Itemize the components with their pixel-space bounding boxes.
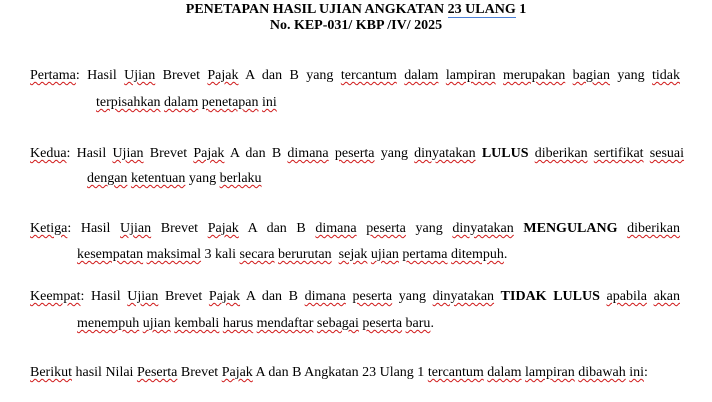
document-number: No. KEP-031/ KBP /IV/ 2025 (269, 18, 443, 33)
word: Pajak (221, 365, 253, 380)
word: Ujian (127, 289, 159, 304)
word: ketentuan (130, 171, 186, 186)
text: yang (374, 146, 415, 161)
word: bagian (572, 68, 610, 83)
title-number (448, 2, 516, 18)
word: diberikan (534, 146, 588, 161)
text: : (644, 365, 648, 380)
word: dinyatakan (432, 289, 495, 304)
text: : Hasil (66, 146, 113, 161)
ketiga-line-2 (77, 246, 507, 263)
pertama-line-2 (96, 94, 277, 111)
text: Brevet (151, 221, 208, 236)
document-title (0, 2, 712, 18)
keempat-line-1 (30, 288, 680, 305)
title-text: PENETAPAN HASIL UJIAN ANGKATAN (185, 2, 448, 17)
text: : Hasil (67, 221, 121, 236)
word: sertifikat (593, 146, 644, 161)
word: dimana (287, 146, 329, 161)
ketiga-line-1 (30, 220, 680, 237)
word: tercantum (427, 365, 484, 380)
kedua-line-2 (87, 170, 262, 187)
word: dengan (87, 171, 128, 186)
text (565, 68, 572, 83)
text (514, 221, 524, 236)
word: baru (405, 316, 431, 331)
kedua-line-1 (30, 145, 684, 162)
word: apabila (606, 289, 647, 304)
word: Ujian (120, 221, 152, 236)
word: diberikan (627, 221, 681, 236)
keempat-line-2 (77, 315, 434, 332)
word: peserta (334, 146, 375, 161)
title-suffix: 1 (515, 2, 527, 17)
ketiga-label: Ketiga (30, 221, 68, 236)
text: yang (185, 171, 220, 186)
word: ditempuh (451, 247, 504, 262)
word: akan (653, 289, 680, 304)
text: : Hasil (80, 289, 128, 304)
word: dimana (304, 289, 346, 304)
word: tercantum (340, 68, 397, 83)
word: berlaku (219, 171, 262, 186)
word: Pajak (207, 221, 239, 236)
word: mendaftar (256, 316, 314, 331)
text: Brevet (177, 365, 222, 380)
word: maksimal (146, 247, 202, 262)
text: A dan B Angkatan 23 Ulang 1 (252, 365, 428, 380)
text: A dan B yang (238, 68, 341, 83)
mengulang-word: MENGULANG (523, 221, 618, 236)
word: lampiran (525, 365, 575, 380)
tidak-lulus-word: TIDAK LULUS (500, 289, 600, 304)
text (332, 247, 339, 262)
word: pertama (402, 247, 448, 262)
title-angkatan-number: 23 (447, 2, 462, 17)
word: lampiran (445, 68, 496, 83)
word: peserta (362, 316, 403, 331)
word: ini (262, 95, 277, 110)
text: hasil Nilai (72, 365, 137, 380)
text: yang (405, 221, 453, 236)
word: ujian (370, 247, 399, 262)
text (647, 289, 654, 304)
text: . (430, 316, 434, 331)
text: : Hasil (75, 68, 125, 83)
word: Pajak (193, 146, 225, 161)
text: Brevet (155, 68, 208, 83)
word: Berikut (30, 365, 72, 380)
word: Ujian (112, 146, 144, 161)
text: A dan B (240, 289, 305, 304)
pertama-line-1 (30, 67, 680, 84)
word: terpisahkan (96, 95, 161, 110)
text: yang (609, 68, 652, 83)
text: . (503, 247, 508, 262)
word: dinyatakan (452, 221, 514, 236)
word: dalam (487, 365, 522, 380)
word: Peserta (136, 365, 178, 380)
word: peserta (366, 221, 406, 236)
keempat-label: Keempat (30, 289, 81, 304)
title-ulang: ULANG (465, 2, 516, 17)
word: dibawah (578, 365, 626, 380)
word: peserta (352, 289, 393, 304)
berikut-line (30, 364, 648, 381)
word: tidak (652, 68, 680, 83)
pertama-label: Pertama (30, 68, 76, 83)
word: dalam (404, 68, 439, 83)
text: yang (392, 289, 433, 304)
word: ini (629, 365, 644, 380)
word: merupakan (503, 68, 566, 83)
word: secara (239, 247, 275, 262)
lulus-word: LULUS (481, 146, 529, 161)
word: dalam (164, 95, 199, 110)
text (346, 289, 353, 304)
text (438, 68, 445, 83)
word: sebagai (316, 316, 359, 331)
text: Brevet (158, 289, 209, 304)
word: dinyatakan (414, 146, 476, 161)
word: dimana (315, 221, 357, 236)
word: sesuai (649, 146, 685, 161)
text (357, 221, 367, 236)
text (618, 221, 628, 236)
word: Ujian (124, 68, 156, 83)
text (496, 68, 503, 83)
word: penetapan (201, 95, 259, 110)
word: kembali (174, 316, 220, 331)
text: 3 kali (201, 247, 240, 262)
word: ujian (142, 316, 171, 331)
text: Brevet (143, 146, 194, 161)
text (494, 289, 501, 304)
word: kesempatan (77, 247, 144, 262)
text: A dan B (238, 221, 316, 236)
word: Pajak (207, 68, 239, 83)
word: sejak (338, 247, 368, 262)
word: berurutan (278, 247, 332, 262)
word: Pajak (208, 289, 241, 304)
text (600, 289, 607, 304)
word: harus (222, 316, 254, 331)
word: menempuh (77, 316, 140, 331)
text: A dan B (224, 146, 288, 161)
kedua-label: Kedua (30, 146, 67, 161)
